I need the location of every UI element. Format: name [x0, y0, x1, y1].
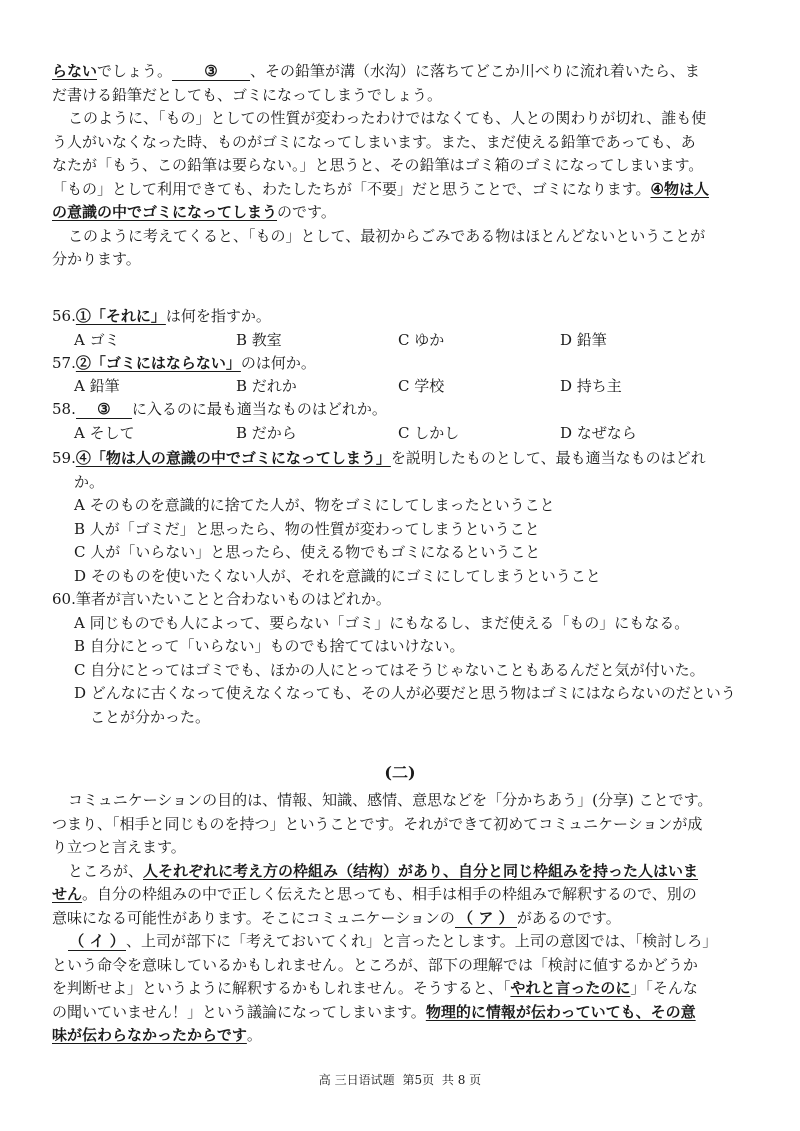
options-57: [52, 375, 752, 398]
passage-line: 分かります。: [52, 250, 141, 268]
passage-1: [52, 60, 752, 272]
option[interactable]: A そのものを意識的に捨てた人が、物をゴミにしてしまったということ: [74, 496, 555, 514]
option[interactable]: D なぜなら: [560, 423, 637, 442]
blank-i: （ イ ）: [69, 932, 125, 950]
option[interactable]: A そして: [74, 423, 135, 442]
blank-a: （ ア ）: [455, 909, 517, 928]
question-57: 57.②「ゴミにはならない」のは何か。: [52, 353, 316, 372]
underlined-phrase: らない: [52, 62, 98, 80]
options-58: [52, 422, 752, 445]
question-59-cont: か。: [74, 472, 105, 491]
option[interactable]: A 鉛筆: [74, 377, 120, 395]
options-56: [52, 329, 752, 352]
underlined-phrase: 人それぞれに考え方の枠組み（结构）があり、自分と同じ枠組みを持った人はいま: [143, 861, 699, 880]
footer-page: 第5页: [402, 1073, 435, 1087]
option[interactable]: A 同じものでも人によって、要らない「ゴミ」にもなるし、まだ使える「もの」にもなる。: [74, 613, 690, 632]
option[interactable]: D そのものを使いたくない人が、それを意識的にゴミにしてしまうということ: [74, 566, 601, 585]
question-60: 60.筆者が言いたいことと合わないものはどれか。: [52, 590, 391, 608]
option[interactable]: D どんなに古くなって使えなくなっても、その人が必要だと思う物はゴミにはならないのだという: [74, 684, 736, 702]
underlined-phrase-4: ④物は人: [650, 179, 709, 198]
passage-line: 意味になる可能性があります。そこにコミュニケーションの （ ア ） があるのです。: [52, 908, 621, 927]
passage-line: 味が伝わらなかったからです。: [52, 1026, 262, 1044]
section-title: (二): [384, 763, 416, 782]
option[interactable]: B だから: [236, 423, 297, 442]
passage-line: なたが「もう、この鉛筆は要らない。」と思うと、その鉛筆はゴミ箱のゴミになってしまいます。: [52, 156, 704, 174]
question-56: 56.①「それに」は何を指すか。: [52, 307, 271, 325]
underlined-phrase: 味が伝わらなかったからです: [52, 1026, 247, 1044]
underlined-phrase: せん: [52, 885, 83, 903]
question-59: 59.④「物は人の意識の中でゴミになってしまう」を説明したものとして、最も適当なものはどれ: [52, 449, 706, 467]
passage-line: り立つと言えます。: [52, 838, 186, 856]
underlined-phrase-4: の意識の中でゴミになってしまう: [52, 203, 278, 221]
passage-line: このように、「もの」としての性質が変わったわけではなくても、人との関わりが切れ、誰も使: [68, 109, 707, 127]
passage-line: コミュニケーションの目的は、情報、知識、感情、意思などを「分かちあう」(分享) ことです。: [68, 791, 713, 809]
passage-line: せん。自分の枠組みの中で正しく伝えたと思っても、相手は相手の枠組みで解釈するので、別の: [52, 885, 697, 903]
option-cont: ことが分かった。: [90, 707, 211, 726]
option[interactable]: D 鉛筆: [560, 330, 607, 349]
option[interactable]: B だれか: [236, 377, 297, 395]
passage-line: を判断せよ」というように解釈するかもしれません。そうすると、「やれと言ったのに」「そんな: [52, 979, 698, 997]
page-footer: [0, 1071, 800, 1088]
option[interactable]: C ゆか: [398, 330, 445, 349]
questions-56-58: [52, 305, 752, 445]
underlined-phrase: 物理的に情報が伝わっていても、その意: [425, 1002, 696, 1021]
option[interactable]: D 持ち主: [560, 377, 622, 395]
option[interactable]: B 人が「ゴミだ」と思ったら、物の性質が変わってしまうということ: [74, 519, 540, 538]
option[interactable]: B 自分にとって「いらない」ものでも捨ててはいけない。: [74, 637, 465, 655]
question-58: 58. ③ に入るのに最も適当なものはどれか。: [52, 400, 387, 418]
blank-3: ③: [172, 62, 250, 81]
passage-line: （ イ ）、上司が部下に「考えておいてくれ」と言ったとします。上司の意図では、「検討しろ」: [69, 932, 718, 950]
footer-total: 共 8 页: [441, 1073, 482, 1087]
option[interactable]: B 教室: [236, 330, 282, 349]
passage-line: らないでしょう。 ③ 、その鉛筆が溝（水沟）に落ちてどこか川べりに流れ着いたら、ま: [52, 62, 700, 80]
passage-line: 「もの」として利用できても、わたしたちが「不要」だと思うことで、ゴミになります。④物は人: [52, 179, 709, 198]
passage-line: つまり、「相手と同じものを持つ」ということです。それができて初めてコミュニケーションが成: [52, 814, 703, 833]
footer-subject: 高 三日语试题: [318, 1073, 395, 1087]
passage-line: ところが、人それぞれに考え方の枠組み（结构）があり、自分と同じ枠組みを持った人はいま: [68, 861, 699, 880]
passage-line: う人がいなくなった時、ものがゴミになってしまいます。また、まだ使える鉛筆であっても、あ: [52, 132, 696, 151]
option[interactable]: C しかし: [398, 423, 460, 442]
passage-line: という命令を意味しているかもしれません。ところが、部下の理解では「検討に値するかどうか: [52, 955, 698, 974]
underlined-phrase: やれと言ったのに: [510, 979, 631, 997]
passage-line: だ書ける鉛筆だとしても、ゴミになってしまうでしょう。: [52, 85, 443, 104]
option[interactable]: C 人が「いらない」と思ったら、使える物でもゴミになるということ: [74, 543, 541, 561]
option[interactable]: C 学校: [398, 377, 445, 395]
passage-2: [52, 789, 752, 1048]
passage-line: の意識の中でゴミになってしまうのです。: [52, 203, 336, 221]
passage-line: の聞いていません！」という議論になってしまいます。物理的に情報が伝わっていても、その意: [52, 1002, 696, 1021]
option[interactable]: C 自分にとってはゴミでも、ほかの人にとってはそうじゃないこともあるんだと気が付いた。: [74, 660, 705, 679]
passage-line: このように考えてくると、「もの」として、最初からごみである物はほとんどないということが: [68, 226, 706, 245]
questions-59-60: [52, 447, 752, 729]
option[interactable]: A ゴミ: [74, 330, 120, 349]
